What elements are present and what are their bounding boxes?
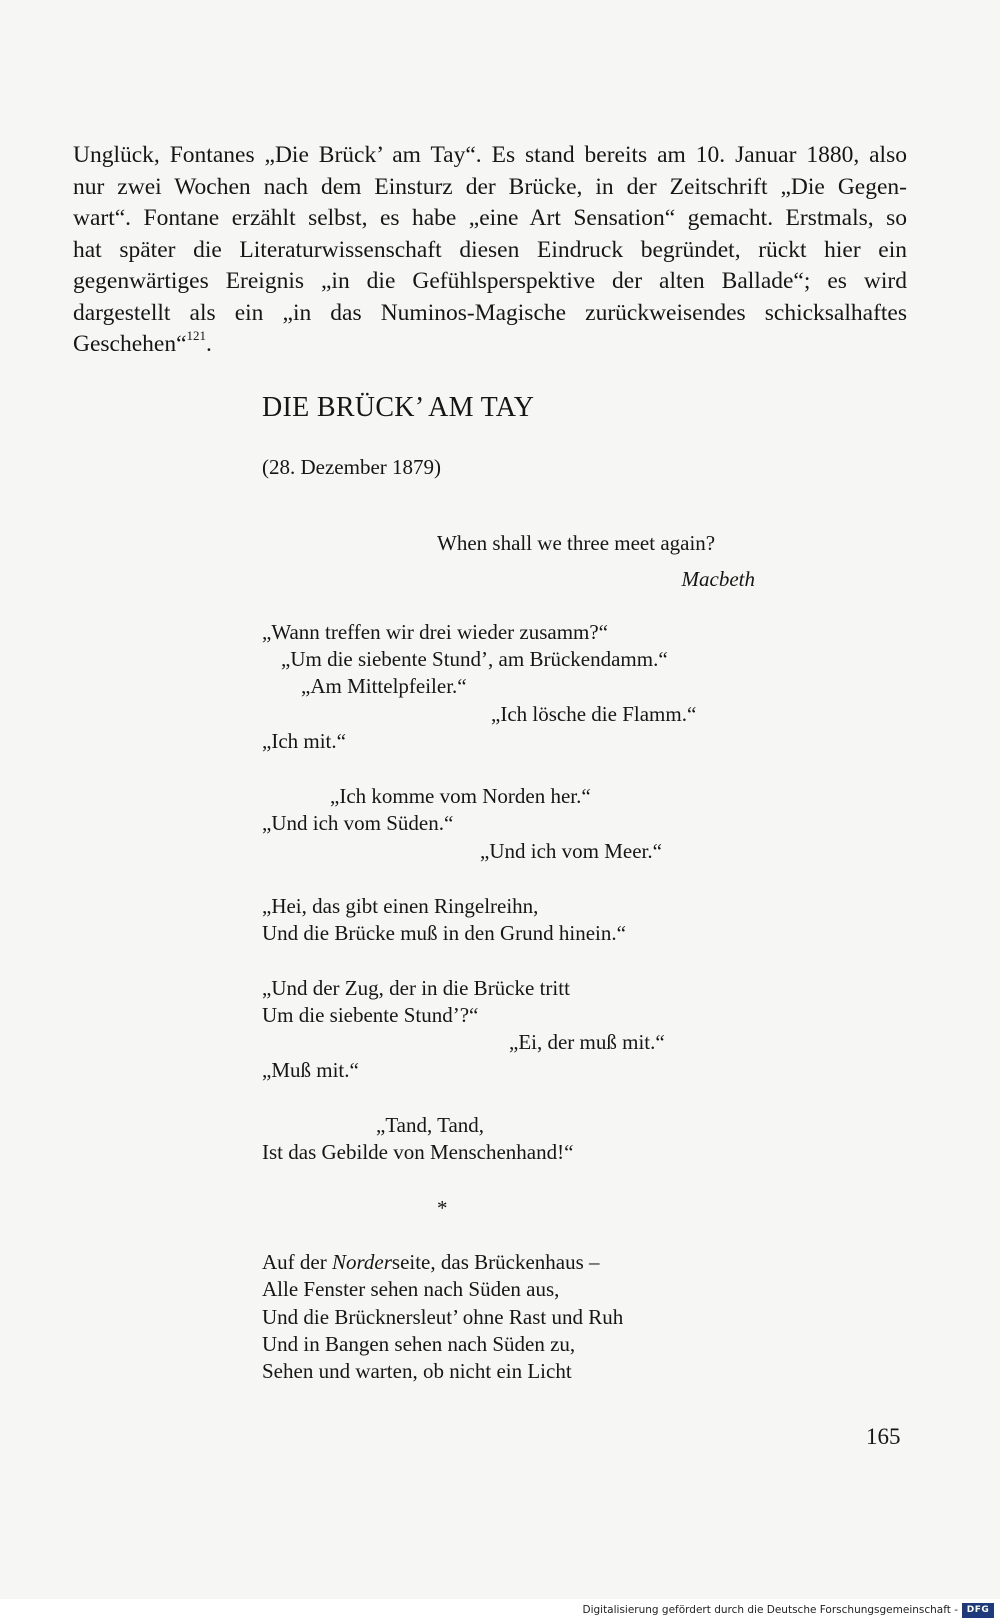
poem-title: DIE BRÜCK’ AM TAY — [262, 392, 535, 423]
verse-line: Und die Brücke muß in den Grund hinein.“ — [262, 921, 626, 945]
verse-line: Um die siebente Stund’?“ — [262, 1003, 479, 1027]
verse-line: Alle Fenster sehen nach Süden aus, — [262, 1277, 560, 1301]
verse-line: „Und der Zug, der in die Brücke tritt — [262, 976, 570, 1000]
footer-credit: Digitalisierung gefördert durch die Deutsche Forschungsgemeinschaft - — [582, 1604, 958, 1616]
verse-line: „Ich komme vom Norden her.“ — [330, 784, 591, 808]
verse-line: „Und ich vom Meer.“ — [480, 839, 662, 863]
verse-line: „Am Mittelpfeiler.“ — [301, 674, 467, 698]
verse-line: „Muß mit.“ — [262, 1058, 359, 1082]
intro-line: hat später die Literaturwissenschaft diesen Eindruck begründet, rückt hier ein — [73, 236, 907, 263]
verse-line: „Wann treffen wir drei wieder zusamm?“ — [262, 620, 609, 644]
verse-line-part: seite, das Brückenhaus – — [391, 1250, 600, 1274]
verse-line-part: Auf der — [262, 1250, 332, 1274]
intro-last-line-text: Geschehen“ — [73, 331, 187, 357]
footer-bar — [0, 1599, 1000, 1623]
verse-line: „Hei, das gibt einen Ringelreihn, — [262, 894, 539, 918]
verse-line: Und die Brücknersleut’ ohne Rast und Ruh — [262, 1305, 624, 1329]
verse-line: „Ich lösche die Flamm.“ — [491, 702, 697, 726]
dfg-logo[interactable]: DFG — [962, 1603, 994, 1618]
section-asterisk: * — [437, 1196, 448, 1220]
verse-line: „Tand, Tand, — [376, 1113, 485, 1137]
verse-line: Ist das Gebilde von Menschenhand!“ — [262, 1140, 574, 1164]
verse-line: Und in Bangen sehen nach Süden zu, — [262, 1332, 576, 1356]
page-number: 165 — [866, 1424, 901, 1449]
intro-paragraph — [73, 140, 907, 361]
intro-line: gegenwärtiges Ereignis „in die Gefühlsperspektive der alten Ballade“; es wird — [73, 268, 907, 294]
verse-line: „Ei, der muß mit.“ — [509, 1030, 665, 1054]
verse-line: Sehen und warten, ob nicht ein Licht — [262, 1359, 572, 1383]
intro-line: Unglück, Fontanes „Die Brück’ am Tay“. Es stand bereits am 10. Januar 1880, also — [73, 142, 907, 168]
verse-line: „Ich mit.“ — [262, 729, 346, 753]
verse-line — [262, 1250, 600, 1275]
verse-line-italic: Norder — [331, 1250, 392, 1274]
intro-line: nur zwei Wochen nach dem Einsturz der Brücke, in der Zeitschrift „Die Gegen- — [73, 173, 907, 200]
poem-date: (28. Dezember 1879) — [262, 455, 442, 479]
footnote-reference[interactable]: 121 — [186, 328, 207, 344]
epigraph-source: Macbeth — [681, 567, 755, 591]
epigraph-quote: When shall we three meet again? — [437, 531, 716, 555]
intro-last-line — [73, 329, 907, 361]
verse-line: „Und ich vom Süden.“ — [262, 811, 454, 835]
verse-line: „Um die siebente Stund’, am Brückendamm.“ — [281, 647, 668, 671]
intro-line: wart“. Fontane erzählt selbst, es habe „eine Art Sensation“ gemacht. Erstmals, so — [73, 205, 907, 231]
intro-last-line-end: . — [206, 331, 212, 357]
intro-line: dargestellt als ein „in das Numinos-Magische zurückweisendes schicksalhaftes — [73, 299, 907, 326]
